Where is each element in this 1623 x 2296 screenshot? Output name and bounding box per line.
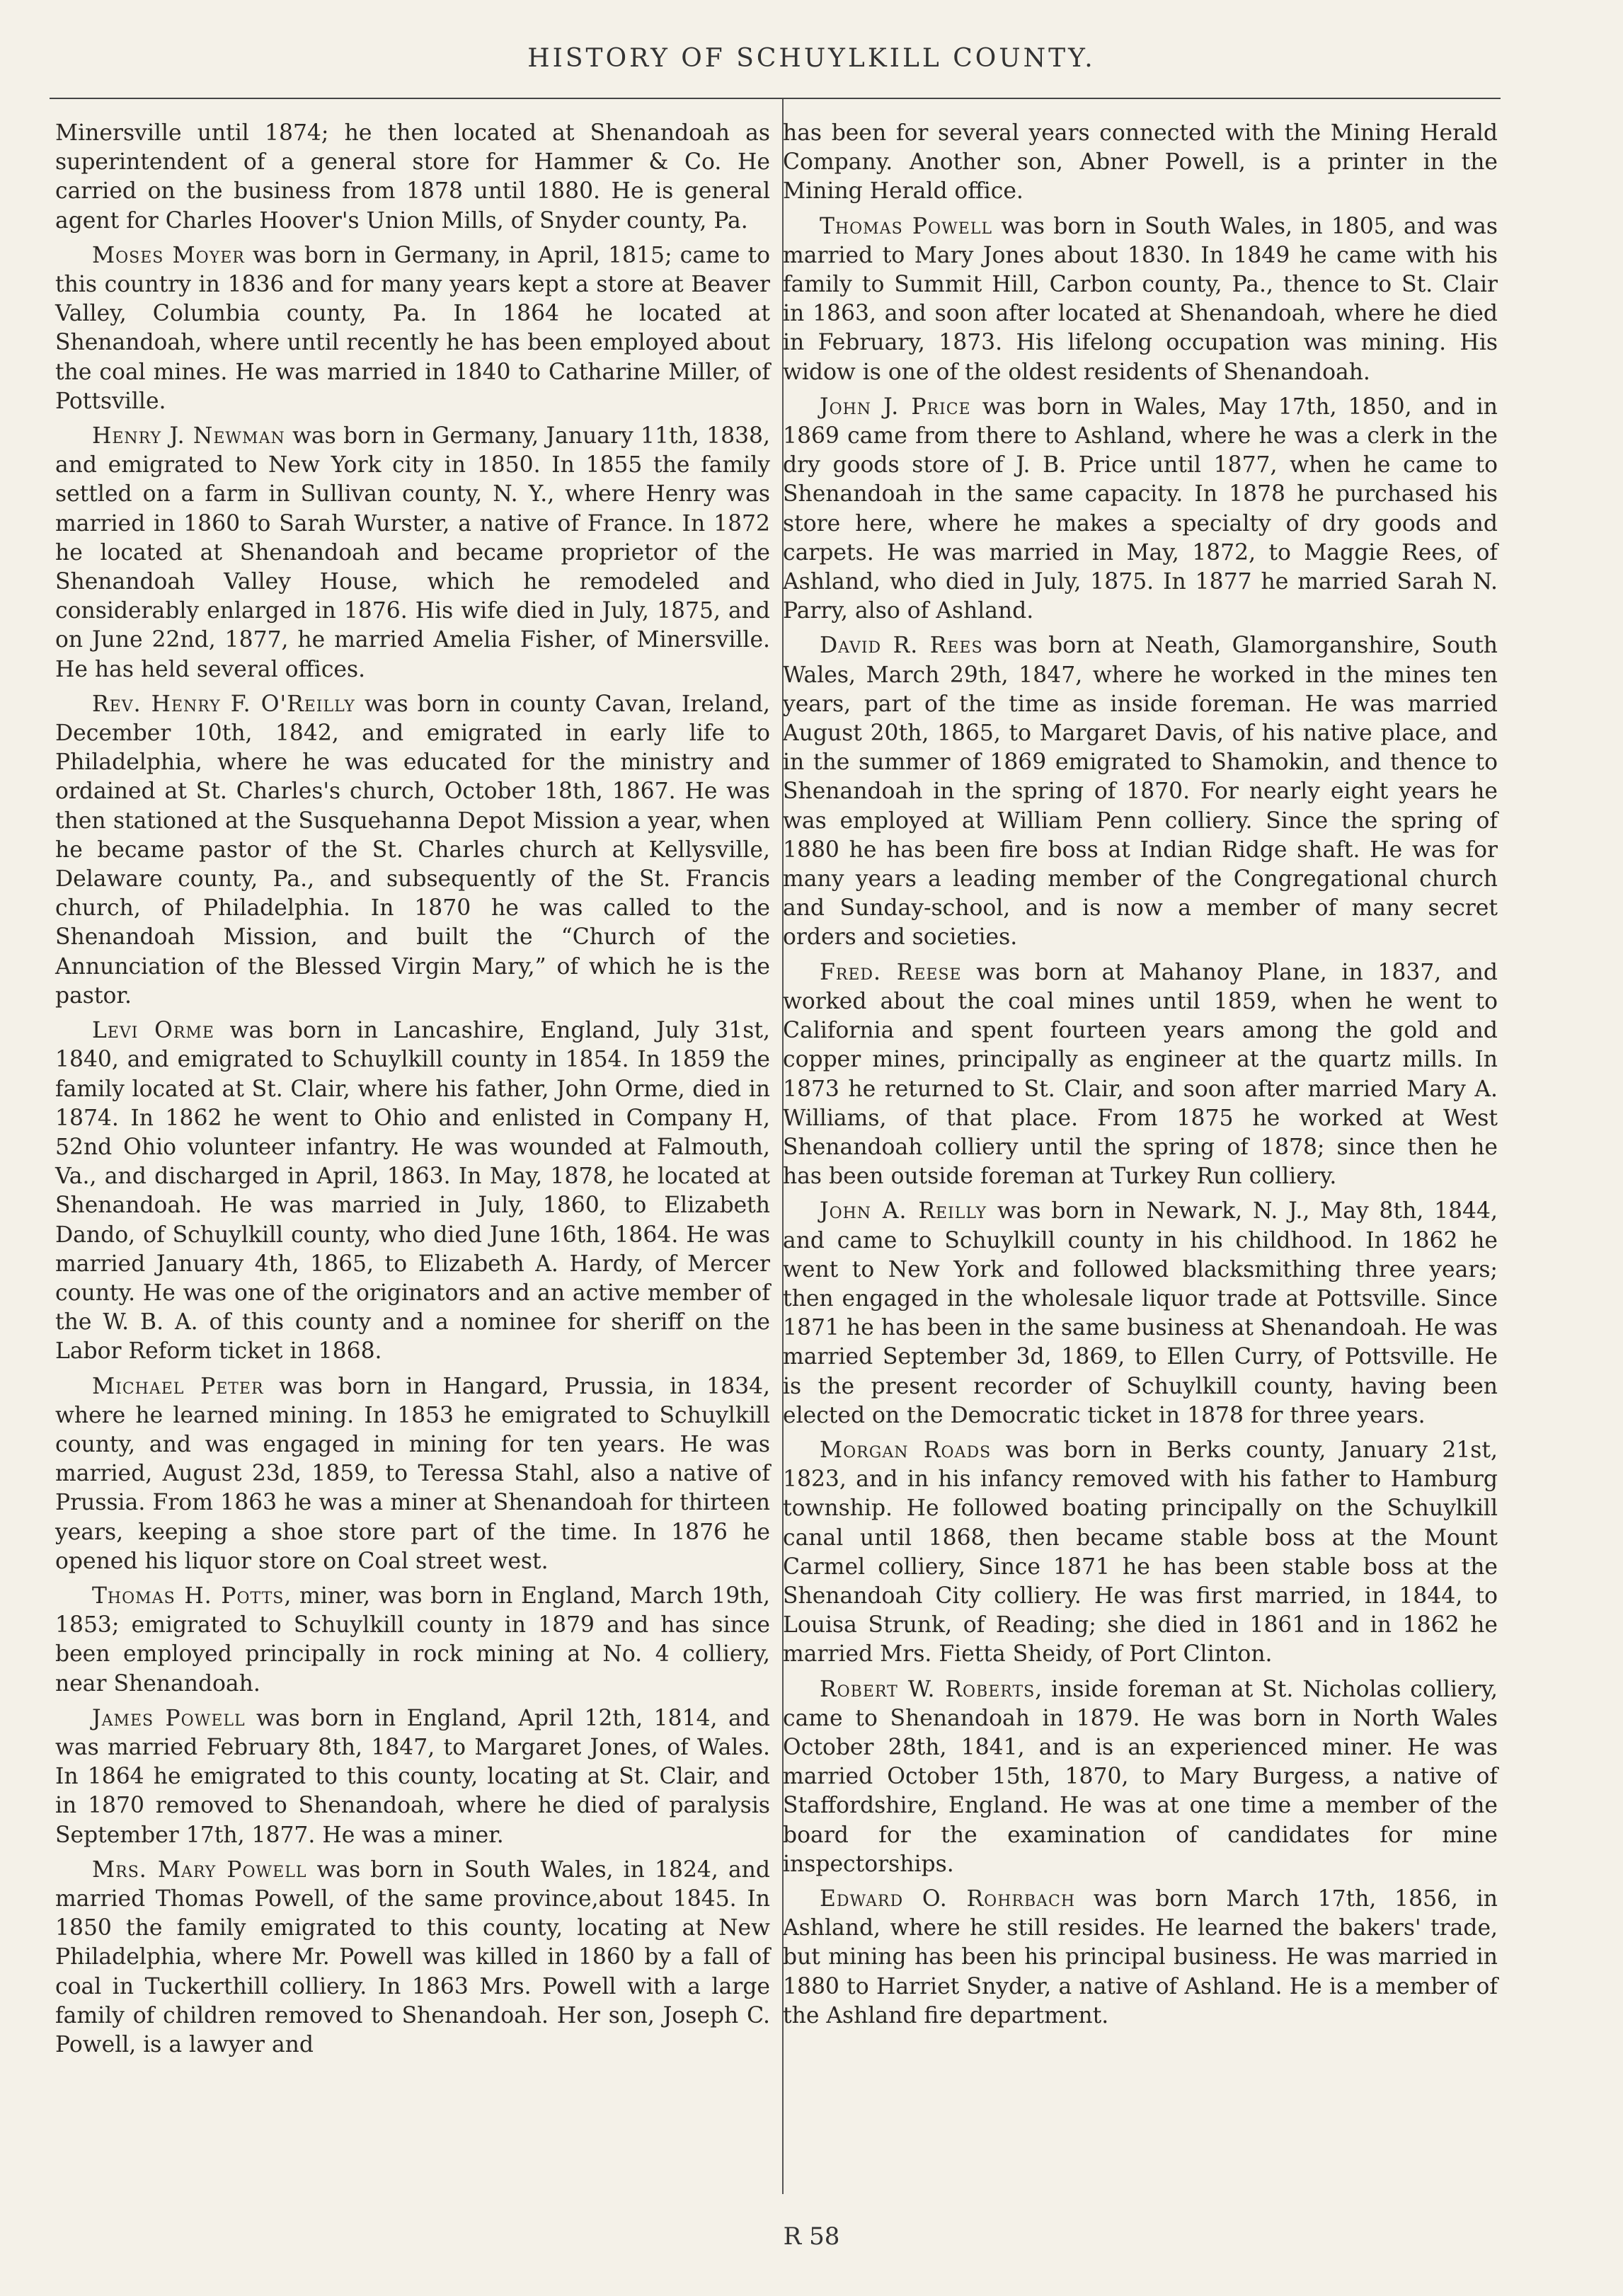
para-text: , miner, was born in England, March 19th, 1853; emigrated to Schuylkill county in 1879 and has since been employed principally in rock mining at No. 4 colliery, near Shenandoah.: [55, 1583, 770, 1697]
person-name: Henry J. Newman: [92, 423, 285, 449]
para-text: was born in South Wales, in 1805, and was married to Mary Jones about 1830. In 1849 he came with his family to Summit Hill, Carbon county, Pa., thence to St. Clair in 1863, and soon after located at Shenandoah, where he died in February, 1873. His lifelong occupation was mining. His widow is one of the oldest residents of Shenandoah.: [783, 213, 1498, 385]
paragraph: [783, 1675, 1498, 1879]
person-name: Rev. Henry F. O'Reilly: [92, 691, 355, 717]
person-name: John A. Reilly: [820, 1198, 987, 1224]
paragraph: [783, 119, 1498, 207]
paragraph: [55, 1372, 770, 1576]
para-text: was born in Wales, May 17th, 1850, and in 1869 came from there to Ashland, where he was a clerk in the dry goods store of J. B. Price until 1877, when he came to Shenandoah in the same capacity. In 1878 he purchased his store here, where he makes a specialty of dry goods and carpets. He was married in May, 1872, to Maggie Rees, of Ashland, who died in July, 1875. In 1877 he married Sarah N. Parry, also of Ashland.: [783, 394, 1498, 624]
left-column: [55, 119, 770, 2065]
person-name: Edward O. Rohrbach: [820, 1885, 1076, 1912]
paragraph: [783, 958, 1498, 1192]
paragraph: [55, 119, 770, 236]
para-text: was born in Berks county, January 21st, 1823, and in his infancy removed with his father to Hamburg township. He followed boating principally on the Schuylkill canal until 1868, then became stable boss at the Mount Carmel colliery, Since 1871 he has been stable boss at the Shenandoah City colliery. He was first married, in 1844, to Louisa Strunk, of Reading; she died in 1861 and in 1862 he married Mrs. Fietta Sheidy, of Port Clinton.: [783, 1437, 1498, 1668]
right-column: [783, 119, 1498, 2036]
paragraph: [783, 631, 1498, 952]
para-text: Minersville until 1874; he then located at Shenandoah as superintendent of a general store for Hammer & Co. He carried on the business from 1878 until 1880. He is general agent for Charles Hoover's Union Mills, of Snyder county, Pa.: [55, 120, 770, 234]
person-name: David R. Rees: [820, 633, 983, 659]
para-text: was born in Lancashire, England, July 31st, 1840, and emigrated to Schuylkill county in 1854. In 1859 the family located at St. Clair, where his father, John Orme, died in 1874. In 1862 he went to Ohio and enlisted in Company H, 52nd Ohio volunteer infantry. He was wounded at Falmouth, Va., and discharged in April, 1863. In May, 1878, he located at Shenandoah. He was married in July, 1860, to Elizabeth Dando, of Schuylkill county, who died June 16th, 1864. He was married January 4th, 1865, to Elizabeth A. Hardy, of Mercer county. He was one of the originators and an active member of the W. B. A. of this county and a nominee for sheriff on the Labor Reform ticket in 1868.: [55, 1018, 770, 1365]
para-text: was born in Germany, January 11th, 1838, and emigrated to New York city in 1850. In 1855 the family settled on a farm in Sullivan county, N. Y., where Henry was married in 1860 to Sarah Wurster, a native of France. In 1872 he located at Shenandoah and became proprietor of the Shenandoah Valley House, which he remodeled and considerably enlarged in 1876. His wife died in July, 1875, and on June 22nd, 1877, he married Amelia Fisher, of Minersville. He has held several offices.: [55, 423, 770, 682]
paragraph: [55, 1582, 770, 1699]
para-text: was born at Mahanoy Plane, in 1837, and worked about the coal mines until 1859, when he went to California and spent fourteen years among the gold and copper mines, principally as engineer at the quartz mills. In 1873 he returned to St. Clair, and soon after married Mary A. Williams, of that place. From 1875 he worked at West Shenandoah colliery until the spring of 1878; since then he has been outside foreman at Turkey Run colliery.: [783, 959, 1498, 1190]
page-header: HISTORY OF SCHUYLKILL COUNTY.: [527, 44, 1096, 73]
para-text: was born in Hangard, Prussia, in 1834, where he learned mining. In 1853 he emigrated to Schuylkill county, and was engaged in mining for ten years. He was married, August 23d, 1859, to Teressa Stahl, also a native of Prussia. From 1863 he was a miner at Shenandoah for thirteen years, keeping a shoe store part of the time. In 1876 he opened his liquor store on Coal street west.: [55, 1373, 770, 1574]
person-name: Thomas H. Potts: [92, 1583, 285, 1609]
paragraph: [783, 212, 1498, 387]
para-text: was born in South Wales, in 1824, and married Thomas Powell, of the same province,about 1845. In 1850 the family emigrated to this county, locating at New Philadelphia, where Mr. Powell was killed in 1860 by a fall of coal in Tuckerthill colliery. In 1863 Mrs. Powell with a large family of children removed to Shenandoah. Her son, Joseph C. Powell, is a lawyer and: [55, 1856, 770, 2057]
paragraph: [55, 241, 770, 416]
paragraph: [55, 422, 770, 684]
person-name: Michael Peter: [92, 1373, 264, 1399]
paragraph: [55, 690, 770, 1011]
paragraph: [55, 1856, 770, 2060]
para-text: was born in England, April 12th, 1814, and was married February 8th, 1847, to Margaret Jones, of Wales. In 1864 he emigrated to this county, locating at St. Clair, and in 1870 removed to Shenandoah, where he died of paralysis September 17th, 1877. He was a miner.: [55, 1705, 770, 1848]
person-name: Mrs. Mary Powell: [92, 1856, 307, 1883]
paragraph: [55, 1016, 770, 1366]
paragraph: [783, 1197, 1498, 1430]
person-name: John J. Price: [820, 394, 971, 420]
header-rule: [50, 98, 1501, 99]
person-name: Levi Orme: [92, 1018, 214, 1044]
paragraph: [783, 393, 1498, 626]
para-text: has been for several years connected with the Mining Herald Company. Another son, Abner Powell, is a printer in the Mining Herald office.: [783, 120, 1498, 205]
person-name: Thomas Powell: [820, 213, 992, 239]
para-text: was born in Germany, in April, 1815; came to this country in 1836 and for many years kept a store at Beaver Valley, Columbia county, Pa. In 1864 he located at Shenandoah, where until recently he has been employed about the coal mines. He was married in 1840 to Catharine Miller, of Pottsville.: [55, 242, 770, 414]
page-number: R 58: [783, 2222, 840, 2251]
paragraph: [55, 1704, 770, 1850]
para-text: , inside foreman at St. Nicholas colliery, came to Shenandoah in 1879. He was born in North Wales October 28th, 1841, and is an experienced miner. He was married October 15th, 1870, to Mary Burgess, a native of Staffordshire, England. He was at one time a member of the board for the examination of candidates for mine inspectorships.: [783, 1676, 1498, 1877]
para-text: was born at Neath, Glamorganshire, South Wales, March 29th, 1847, where he worked in the mines ten years, part of the time as inside foreman. He was married August 20th, 1865, to Margaret Davis, of his native place, and in the summer of 1869 emigrated to Shamokin, and thence to Shenandoah in the spring of 1870. For nearly eight years he was employed at William Penn colliery. Since the spring of 1880 he has been fire boss at Indian Ridge shaft. He was for many years a leading member of the Congregational church and Sunday-school, and is now a member of many secret orders and societies.: [783, 633, 1498, 951]
person-name: Robert W. Roberts: [820, 1676, 1036, 1702]
person-name: Morgan Roads: [820, 1437, 992, 1463]
para-text: was born in Newark, N. J., May 8th, 1844, and came to Schuylkill county in his childhood. In 1862 he went to New York and followed blacksmithing three years; then engaged in the wholesale liquor trade at Pottsville. Since 1871 he has been in the same business at Shenandoah. He was married September 3d, 1869, to Ellen Curry, of Pottsville. He is the present recorder of Schuylkill county, having been elected on the Democratic ticket in 1878 for three years.: [783, 1198, 1498, 1428]
person-name: Fred. Reese: [820, 959, 962, 985]
person-name: James Powell: [92, 1705, 246, 1731]
para-text: was born in county Cavan, Ireland, December 10th, 1842, and emigrated in early life to Philadelphia, where he was educated for the ministry and ordained at St. Charles's church, October 18th, 1867. He was then stationed at the Susquehanna Depot Mission a year, when he became pastor of the St. Charles church at Kellysville, Delaware county, Pa., and subsequently of the St. Francis church, of Philadelphia. In 1870 he was called to the Shenandoah Mission, and built the “Church of the Annunciation of the Blessed Virgin Mary,” of which he is the pastor.: [55, 691, 770, 1009]
para-text: was born March 17th, 1856, in Ashland, where he still resides. He learned the bakers' trade, but mining has been his principal business. He was married in 1880 to Harriet Snyder, a native of Ashland. He is a member of the Ashland fire department.: [783, 1885, 1498, 2028]
paragraph: [783, 1885, 1498, 2031]
person-name: Moses Moyer: [92, 242, 245, 268]
paragraph: [783, 1436, 1498, 1670]
